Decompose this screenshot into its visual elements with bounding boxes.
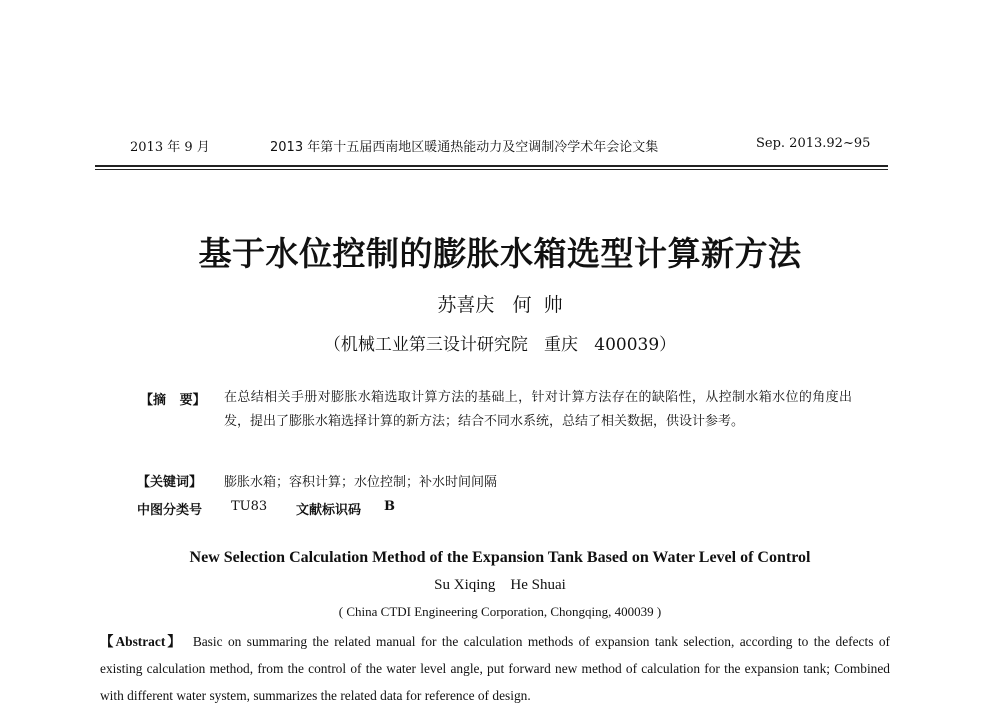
document-code-label: 文献标识码 xyxy=(296,503,362,518)
abstract-english-text: Basic on summaring the related manual for the calculation methods of expansion tank selection, according to the defects of existing calculation method, from the control of the water level angle, put forward new method of calculation for the expansion tank; Combined with different water system, summarizes the related data for reference of design. xyxy=(100,634,890,703)
keywords-label-chinese: 【关键词】 xyxy=(137,475,203,490)
affiliation-chinese: （机械工业第三设计研究院 重庆 400039） xyxy=(323,335,677,355)
classification-label: 中图分类号 xyxy=(137,503,203,518)
title-chinese: 基于水位控制的膨胀水箱选型计算新方法 xyxy=(198,234,802,273)
header-rule-thin xyxy=(95,169,888,170)
abstract-chinese: 在总结相关手册对膨胀水箱选取计算方法的基础上，针对计算方法存在的缺陷性，从控制水箱水位的角度出发，提出了膨胀水箱选择计算的新方法；结合不同水系统，总结了相关数据，供设计参考。 xyxy=(224,390,852,429)
abstract-label-english: 【Abstract】 xyxy=(100,634,183,649)
document-code-value: B xyxy=(384,499,395,514)
authors-chinese: 苏喜庆 何 帅 xyxy=(437,294,563,316)
affiliation-english: ( China CTDI Engineering Corporation, Chongqing, 400039 ) xyxy=(338,604,662,619)
abstract-english xyxy=(100,628,890,709)
header-page-range: Sep. 2013.92~95 xyxy=(756,136,871,151)
header-rule-thick xyxy=(95,165,888,167)
header-date: 2013 年 9 月 xyxy=(130,140,210,155)
header-proceedings-title: 2013 年第十五届西南地区暖通热能动力及空调制冷学术年会论文集 xyxy=(270,140,659,155)
authors-english: Su Xiqing He Shuai xyxy=(434,577,566,593)
title-english: New Selection Calculation Method of the Expansion Tank Based on Water Level of Control xyxy=(189,549,811,566)
classification-value: TU83 xyxy=(231,499,268,514)
abstract-label-chinese: 【摘 要】 xyxy=(140,393,206,408)
keywords-chinese: 膨胀水箱；容积计算；水位控制；补水时间间隔 xyxy=(224,475,498,490)
